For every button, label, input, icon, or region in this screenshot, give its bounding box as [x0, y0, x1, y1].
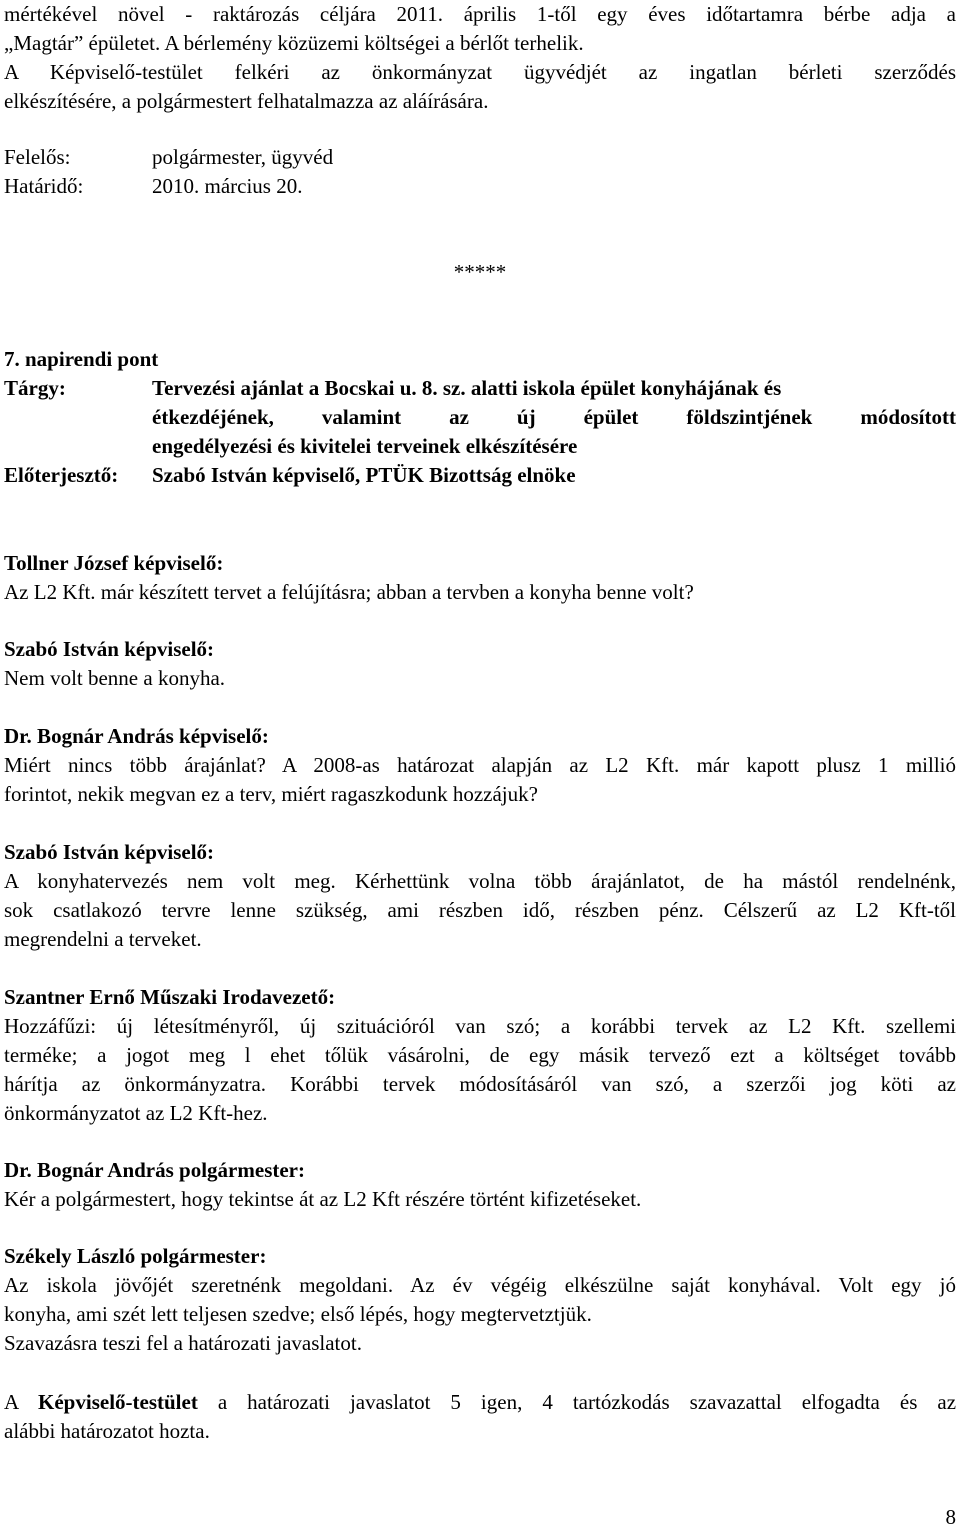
- minutes-entry: [4, 722, 956, 809]
- speaker-text: Szavazásra teszi fel a határozati javaslatot.: [4, 1331, 362, 1355]
- subject-line: étkezdéjének, valamint az új épület földszintjének módosított: [152, 405, 956, 429]
- deadline-row: [4, 172, 956, 201]
- speaker-text: Kér a polgármestert, hogy tekintse át az L2 Kft részére történt kifizetéseket.: [4, 1187, 642, 1211]
- responsibility-section: [4, 143, 956, 201]
- speaker-text: Miért nincs több árajánlat? A 2008-as határozat alapján az L2 Kft. már kapott plusz 1 millió: [4, 753, 956, 777]
- minutes-entry: [4, 635, 956, 693]
- speaker-text: sok csatlakozó tervre lenne szükség, ami részben idő, részben pénz. Célszerű az L2 Kft-től: [4, 898, 956, 922]
- intro-line: „Magtár” épületet. A bérlemény közüzemi költségei a bérlőt terhelik.: [4, 31, 584, 55]
- minutes-entry: [4, 549, 956, 607]
- responsible-value: polgármester, ügyvéd: [152, 145, 334, 169]
- speaker-name: Szabó István képviselő:: [4, 637, 215, 661]
- intro-line: elkészítésére, a polgármestert felhatalmazza az aláírására.: [4, 89, 489, 113]
- page-number: 8: [945, 1505, 956, 1529]
- intro-paragraph: [4, 0, 956, 116]
- speaker-name: Szabó István képviselő:: [4, 840, 215, 864]
- minutes-entry: [4, 1242, 956, 1358]
- subject-line: engedélyezési és kivitelei terveinek elkészítésére: [152, 434, 578, 458]
- speaker-name: Szantner Ernő Műszaki Irodavezető:: [4, 985, 336, 1009]
- minutes-entry: [4, 983, 956, 1128]
- subject-label: Tárgy:: [4, 376, 66, 400]
- presenter-value: Szabó István képviselő, PTÜK Bizottság elnöke: [152, 463, 576, 487]
- separator: *****: [453, 260, 507, 284]
- intro-line: A Képviselő-testület felkéri az önkormányzat ügyvédjét az ingatlan bérleti szerződés: [4, 60, 956, 84]
- speaker-name: Tollner József képviselő:: [4, 551, 224, 575]
- deadline-value: 2010. március 20.: [152, 174, 303, 198]
- speaker-text: A konyhatervezés nem volt meg. Kérhettünk volna több árajánlatot, de ha mástól rendelnénk,: [4, 869, 956, 893]
- responsible-row: [4, 143, 956, 172]
- speaker-text: Az L2 Kft. már készített tervet a felújításra; abban a tervben a konyha benne volt?: [4, 580, 694, 604]
- decision-line: alábbi határozatot hozta.: [4, 1419, 210, 1443]
- subject-line: Tervezési ajánlat a Bocskai u. 8. sz. alatti iskola épület konyhájának és: [152, 376, 782, 400]
- responsible-label: Felelős:: [4, 145, 71, 169]
- decision-prefix: A: [4, 1390, 19, 1414]
- speaker-text: terméke; a jogot meg l ehet tőlük vásárolni, de egy másik tervező ezt a költséget tovább: [4, 1043, 956, 1067]
- presenter-label: Előterjesztő:: [4, 463, 119, 487]
- speaker-text: Hozzáfűzi: új létesítményről, új szituációról van szó; a korábbi tervek az L2 Kft. szellemi: [4, 1014, 956, 1038]
- subject-row: [4, 374, 956, 403]
- decision-line: [4, 1388, 956, 1417]
- decision-body: Képviselő-testület: [38, 1390, 198, 1414]
- speaker-text: Az iskola jövőjét szeretnénk megoldani. Az év végéig elkészülne saját konyhával. Volt egy jó: [4, 1273, 956, 1297]
- deadline-label: Határidő:: [4, 174, 84, 198]
- speaker-text: Nem volt benne a konyha.: [4, 666, 226, 690]
- intro-line: mértékével növel - raktározás céljára 2011. április 1-től egy éves időtartamra bérbe adja a: [4, 2, 956, 26]
- speaker-text: hárítja az önkormányzatra. Korábbi tervek módosításáról van szó, a szerzői jog köti az: [4, 1072, 956, 1096]
- speaker-text: konyha, ami szét lett teljesen szedve; első lépés, hogy megtervetztjük.: [4, 1302, 592, 1326]
- minutes-entry: [4, 1156, 956, 1214]
- decision-text: a határozati javaslatot 5 igen, 4 tartózkodás szavazattal elfogadta és az: [217, 1390, 957, 1414]
- decision-paragraph: [4, 1388, 956, 1446]
- minutes-entry: [4, 838, 956, 954]
- presenter-row: [4, 461, 956, 490]
- speaker-name: Dr. Bognár András polgármester:: [4, 1158, 305, 1182]
- speaker-name: Székely László polgármester:: [4, 1244, 267, 1268]
- speaker-text: megrendelni a terveket.: [4, 927, 202, 951]
- speaker-text: önkormányzatot az L2 Kft-hez.: [4, 1101, 268, 1125]
- agenda-item: [4, 345, 956, 490]
- agenda-number: 7. napirendi pont: [4, 347, 159, 371]
- speaker-text: forintot, nekik megvan ez a terv, miért ragaszkodunk hozzájuk?: [4, 782, 538, 806]
- speaker-name: Dr. Bognár András képviselő:: [4, 724, 269, 748]
